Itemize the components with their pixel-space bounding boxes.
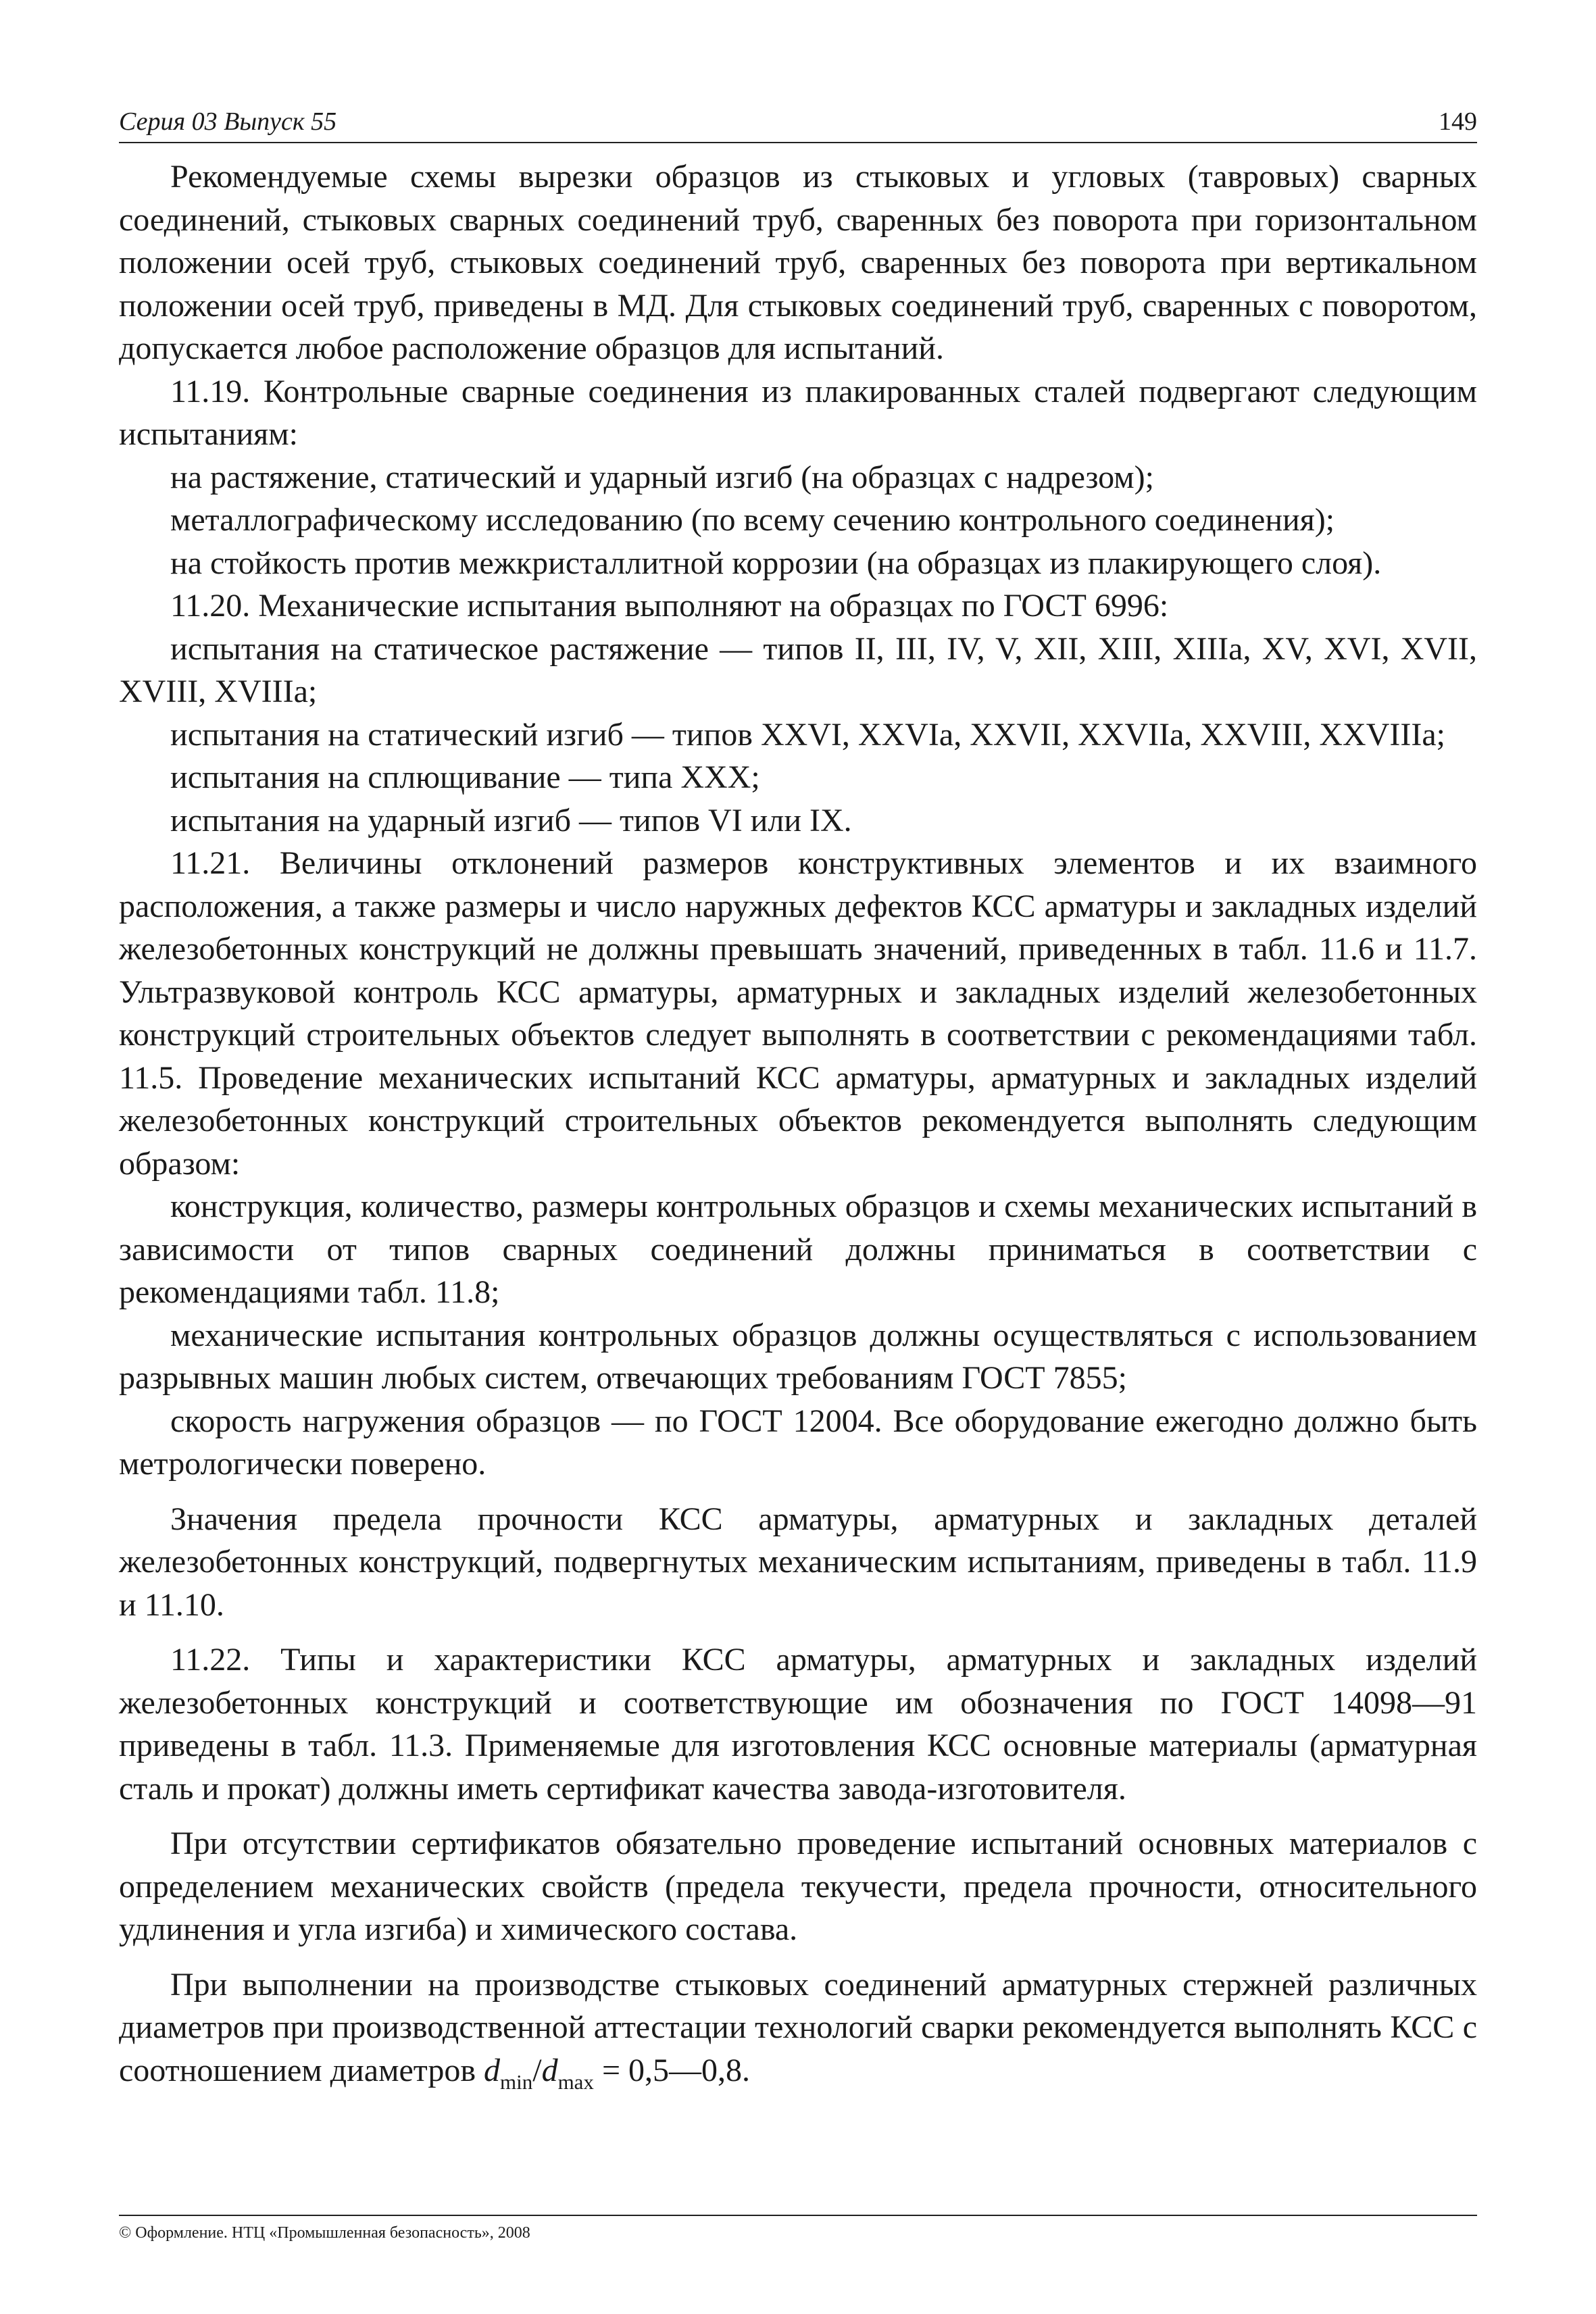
paragraph: испытания на статическое растяжение — типов II, III, IV, V, XII, XIII, XIIIa, XV, XVI, XVII, XVIII, XVIIIa; xyxy=(119,630,1477,709)
formula-d-max: d xyxy=(541,2052,558,2088)
subscript-max: max xyxy=(557,2069,594,2094)
page-footer xyxy=(119,2215,1477,2243)
copyright-text: © Оформление. НТЦ «Промышленная безопасность», 2008 xyxy=(119,2224,530,2242)
paragraph-formula xyxy=(119,1963,1477,2104)
paragraph: 11.21. Величины отклонений размеров конструктивных элементов и их взаимного расположения, а также размеры и число наружных дефектов КСС арматуры и закладных изделий железобетонных конструкций не должны превышать значений, приведенных в табл. 11.6 и 11.7. Ультразвуковой контроль КСС арматуры, арматурных и закладных изделий железобетонных конструкций строительных объектов следует выполнять в соответствии с рекомендациями табл. 11.5. Проведение механических испытаний КСС арматуры, арматурных и закладных изделий железобетонных конструкций строительных объектов рекомендуется выполнять следующим образом: xyxy=(119,845,1477,1182)
paragraph: 11.19. Контрольные сварные соединения из плакированных сталей подвергают следующим испытаниям: xyxy=(119,373,1477,452)
paragraph: скорость нагружения образцов — по ГОСТ 12004. Все оборудование ежегодно должно быть метрологически поверено. xyxy=(119,1403,1477,1482)
paragraph: Значения предела прочности КСС арматуры, арматурных и закладных деталей железобетонных конструкций, подвергнутых механическим испытаниям, приведены в табл. 11.9 и 11.10. xyxy=(119,1501,1477,1623)
paragraph: на растяжение, статический и ударный изгиб (на образцах с надрезом); xyxy=(170,459,1154,495)
body-text xyxy=(119,155,1477,2103)
formula-slash: / xyxy=(532,2052,542,2088)
paragraph-text: При выполнении на производстве стыковых соединений арматурных стержней различных диаметров при производственной аттестации технологий сварки рекомендуется выполнять КСС с соотношением диаметров xyxy=(119,1966,1477,2088)
paragraph: испытания на сплющивание — типа XXX; xyxy=(170,759,760,795)
paragraph: механические испытания контрольных образцов должны осуществляться с использованием разрывных машин любых систем, отвечающих требованиям ГОСТ 7855; xyxy=(119,1317,1477,1396)
paragraph: При отсутствии сертификатов обязательно проведение испытаний основных материалов с определением механических свойств (предела текучести, предела прочности, относительного удлинения и угла изгиба) и химического состава. xyxy=(119,1826,1477,1947)
paragraph: на стойкость против межкристаллитной коррозии (на образцах из плакирующего слоя). xyxy=(170,545,1382,581)
formula-ratio: = 0,5—0,8. xyxy=(593,2052,751,2088)
paragraph: испытания на ударный изгиб — типов VI или IX. xyxy=(170,802,852,838)
running-header xyxy=(119,101,1477,143)
page-number: 149 xyxy=(1439,107,1477,136)
paragraph: 11.22. Типы и характеристики КСС арматуры, арматурных и закладных изделий железобетонных конструкций и соответствующие им обозначения по ГОСТ 14098—91 приведены в табл. 11.3. Применяемые для изготовления КСС основные материалы (арматурная сталь и прокат) должны иметь сертификат качества завода-изготовителя. xyxy=(119,1642,1477,1807)
paragraph: конструкция, количество, размеры контрольных образцов и схемы механических испытаний в зависимости от типов сварных соединений должны приниматься в соответствии с рекомендациями табл. 11.8; xyxy=(119,1188,1477,1310)
subscript-min: min xyxy=(499,2069,533,2094)
paragraph: Рекомендуемые схемы вырезки образцов из стыковых и угловых (тавровых) сварных соединений, стыковых сварных соединений труб, сваренных без поворота при горизонтальном положении осей труб, стыковых соединений труб, сваренных без поворота при вертикальном положении осей труб, приведены в МД. Для стыковых соединений труб, сваренных с поворотом, допускается любое расположение образцов для испытаний. xyxy=(119,159,1477,366)
series-title: Серия 03 Выпуск 55 xyxy=(119,107,337,136)
paragraph: металлографическому исследованию (по всему сечению контрольного соединения); xyxy=(170,502,1335,538)
paragraph: 11.20. Механические испытания выполняют на образцах по ГОСТ 6996: xyxy=(170,588,1169,624)
document-page xyxy=(119,101,1477,2284)
paragraph: испытания на статический изгиб — типов XXVI, XXVIa, XXVII, XXVIIa, XXVIII, XXVIIIa; xyxy=(170,716,1445,753)
formula-d-min: d xyxy=(483,2052,500,2088)
